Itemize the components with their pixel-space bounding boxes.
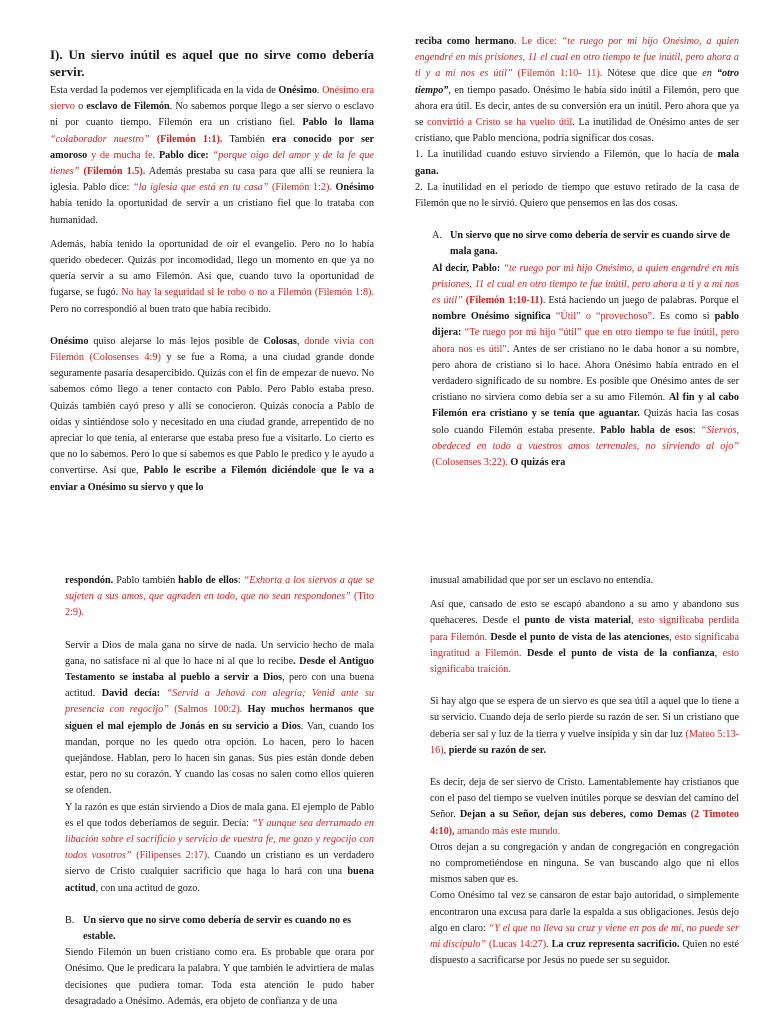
text-run: . No sabemos porque llego a ser siervo o esclavo ni por cuanto tiempo. Filemón era un cristiano fiel. bbox=[50, 101, 375, 129]
text-run: en bbox=[702, 68, 712, 80]
text-run: esto significaba traición. bbox=[430, 647, 740, 676]
text-run: mala gana. bbox=[415, 149, 739, 177]
text-run: Otros dejan a su congregación y andan de congregación en congregación no comprometiéndose en ninguna. Se van buscando algo que ni ellos mismos saben que es. bbox=[430, 841, 739, 886]
text-run: Quizás hacia las cosas solo cuando Filemón estaba presente. bbox=[432, 408, 739, 436]
text-run: pablo dijera: bbox=[432, 311, 739, 339]
text-run: “porque oigo del amor y de la fe que tienes” bbox=[50, 149, 375, 178]
text-run: Dejan a su Señor, dejan sus deberes, como Demas bbox=[459, 809, 687, 821]
subsection-marker: A. bbox=[432, 230, 442, 242]
text-run: (2 Timoteo 4:10), bbox=[430, 809, 739, 837]
text-run: Siendo Filemón un buen cristiano como era. Es probable que orara por Onésimo. Que le predicara la palabra. Y que también le advirtiera de malas decisiones que pudiera tomar. Toda esta atención le pudo haber desagradado a Onésimo. Además, era objeto de confianza y de una bbox=[65, 947, 374, 1007]
text-run: (Salmos 100:2). bbox=[174, 704, 243, 716]
text-run: (Filipenses 2:17). bbox=[136, 850, 210, 862]
paragraph bbox=[50, 334, 374, 496]
text-run: esclavo de Filemón bbox=[86, 101, 170, 113]
text-run: . Está haciendo un juego de palabras. Porque el bbox=[542, 295, 739, 307]
text-run: Cuando un cristiano es un verdadero siervo de Cristo cualquier sacrificio que haga lo hará con una bbox=[65, 850, 375, 878]
text-run: “Siervos, obedeced en todo a vuestros amos terrenales, no sirviendo al ojo” bbox=[432, 424, 739, 452]
text-run: . bbox=[513, 36, 522, 47]
text-run: reciba como hermano bbox=[415, 36, 514, 47]
text-run: Le dice: bbox=[521, 36, 562, 47]
paragraph bbox=[430, 888, 739, 969]
subsection-heading bbox=[65, 913, 374, 945]
text-run: Pablo lo llama bbox=[302, 117, 374, 129]
text-run: Pablo dice: bbox=[158, 149, 209, 161]
text-run: “Te ruego por mi hijo “útil” que en otro tiempo te fue inútil, pero ahora nos es útil” bbox=[432, 327, 740, 355]
text-run: . Antes de ser cristiano no le daba honor a su nombre, pero ahora de cristiano si lo hace. Ahora Onésimo había entrado en el verdadero significado de su nombre. Es posible que Onésimo antes de ser cristiano no sirviera como debía ser a su amo Filemón. bbox=[432, 343, 739, 404]
text-run: esto significaba perdida para Filemón. bbox=[430, 615, 740, 643]
text-run: punto de vista material bbox=[524, 615, 632, 627]
text-run: . Es como si bbox=[652, 311, 715, 323]
text-run: Al decir, Pablo: bbox=[432, 262, 504, 274]
text-run: convirtió a Cristo se ha vuelto útil bbox=[427, 117, 573, 129]
text-run: , bbox=[443, 744, 449, 756]
subsection-title: Un siervo que no sirve como debería de servir es cuando no es estable. bbox=[83, 914, 352, 943]
text-run: Si hay algo que se espera de un siervo es que sea útil a aquel que lo tiene a su servicio. Cuando deja de serlo pierde su razón de ser. Si un cristiano que debería ser sal y luz de la tierra y vuelve insípida y sin dar luz bbox=[430, 696, 739, 740]
text-run: (Colosenses 3:22). bbox=[432, 457, 508, 469]
text-run: (Filemón 1:1). bbox=[156, 133, 223, 145]
text-run: David decía: bbox=[101, 688, 161, 700]
text-run: Onésimo bbox=[50, 335, 89, 347]
text-run: Como Onésimo tal vez se cansaron de estar bajo autoridad, o simplemente encontraron una excusa para darle la espalda a sus obligaciones. Jesús dejo algo en claro: bbox=[430, 890, 739, 934]
text-run: Onésimo era siervo bbox=[50, 85, 374, 113]
text-run: “Exhorta a los siervos a que se sujeten a sus amos, que agraden en todo, que no sean respondones” bbox=[65, 575, 375, 603]
text-run bbox=[150, 134, 157, 145]
text-run: o bbox=[74, 101, 87, 113]
text-run: Onésimo bbox=[335, 182, 374, 194]
text-run: , bbox=[296, 335, 305, 347]
text-run: . bbox=[316, 85, 323, 96]
text-run: buena actitud bbox=[65, 866, 374, 894]
section-heading: I). Un siervo inútil es aquel que no sirve como debería servir. bbox=[50, 47, 374, 79]
text-run: . bbox=[152, 149, 159, 161]
page1-right-column bbox=[415, 34, 739, 471]
text-run: Desde el punto de vista de las atenciones bbox=[490, 631, 670, 643]
text-run: , bbox=[714, 647, 723, 659]
text-run: amando más este mundo. bbox=[457, 825, 561, 837]
text-run: Además prestaba su casa para que allí se reuniera la iglesia. Pablo dice: bbox=[50, 166, 375, 194]
text-run: (Mateo 5:13-16) bbox=[430, 728, 739, 756]
text-run: : bbox=[692, 424, 701, 436]
list-item bbox=[415, 147, 739, 179]
text-run: “te ruego por mi hijo Onésimo, a quien engendré en mis prisiones, 11 el cual en otro tiempo te fue inútil, pero ahora a ti y a mí nos es útil” bbox=[415, 36, 740, 80]
text-run: Onésimo bbox=[278, 85, 317, 96]
text-run: “otro tiempo” bbox=[415, 68, 739, 96]
paragraph bbox=[430, 840, 739, 889]
text-run: (Filemón 1:10- 11). bbox=[512, 68, 603, 80]
text-run: “te ruego por mi hijo Onésimo, a quien engendré en mis prisiones, 11 el cual en otro tiempo te fue inútil, pero ahora a ti y a mí nos es útil” bbox=[432, 262, 739, 307]
text-run: (Lucas 14:27). bbox=[488, 939, 549, 951]
paragraph bbox=[430, 573, 739, 589]
text-run: , en tiempo pasado. Onésimo le había sido inútil a Filemón, pero que ahora era útil. Es decir, antes de su conversión era un inútil. Pero ahora que ya se bbox=[415, 84, 739, 129]
text-run: . La inutilidad de Onésimo antes de ser cristiano, que Pablo menciona, podría significar dos cosas. bbox=[415, 117, 739, 145]
text-run: “Servid a Jehová con alegría; Venid ante su presencia con regocijo” bbox=[65, 688, 374, 716]
text-run: Al fin y al cabo Filemón era cristiano y se tenía que aguantar. bbox=[432, 392, 739, 420]
paragraph bbox=[430, 775, 739, 840]
text-run: (Tito 2:9). bbox=[65, 591, 375, 619]
text-run: , pero con una buena actitud. bbox=[65, 672, 374, 700]
text-run: pierde su razón de ser. bbox=[448, 744, 546, 756]
paragraph bbox=[50, 83, 374, 229]
text-run: Pablo le escribe a Filemón diciéndole que le va a enviar a Onésimo su siervo y que lo bbox=[50, 465, 375, 493]
text-run: Pablo también bbox=[113, 575, 179, 586]
page1-left-column bbox=[50, 46, 374, 496]
text-run: Pablo habla de esos bbox=[600, 424, 693, 436]
text-run: Y la razón es que están sirviendo a Dios de mala gana. El ejemplo de Pablo es el que todos deberíamos de seguir. Decía: bbox=[65, 801, 374, 829]
text-run: 1. La inutilidad cuando estuvo sirviendo a Filemón, que lo hacía de bbox=[415, 149, 718, 161]
text-run: “colaborador nuestro” bbox=[50, 133, 150, 145]
text-run: inusual amabilidad que por ser un esclavo no entendía. bbox=[430, 575, 654, 586]
text-run: respondón. bbox=[65, 575, 114, 586]
text-run: hablo de ellos bbox=[178, 575, 238, 586]
paragraph bbox=[50, 237, 374, 318]
list-item bbox=[415, 180, 739, 212]
paragraph bbox=[415, 34, 739, 147]
text-run: No hay la seguridad si le robo o no a Filemón (Filemón 1:8). bbox=[121, 287, 374, 299]
text-run: . Desde el Antiguo Testamento se instaba al pueblo a servir a Dios bbox=[65, 655, 375, 684]
text-run: había tenido la oportunidad de servir a un cristiano fiel que lo trataba con humanidad. bbox=[50, 198, 374, 226]
text-run: y de mucha fe bbox=[91, 149, 153, 161]
text-run: , bbox=[669, 631, 675, 643]
subsection-title: Un siervo que no sirve como debería de servir es cuando sirve de mala gana. bbox=[450, 230, 730, 258]
text-run: (Filemón 1.5). bbox=[83, 166, 146, 178]
text-run: donde vivía con Filemón (Colosenses 4:9) bbox=[50, 335, 374, 364]
text-run: (Filemón 1:10-11) bbox=[465, 295, 543, 307]
text-run: Además, había tenido la oportunidad de oír el evangelio. Pero no lo había querido obedecer. Quizás por incomodidad, llego un momento en que ya no quería servir a su amo Filemón. Así que, cuando tuvo la oportunidad de fugarse, se fugó. bbox=[50, 238, 374, 299]
text-run: Nótese que dice que bbox=[602, 68, 703, 80]
page2-left-column bbox=[65, 573, 374, 1010]
text-run: , bbox=[631, 615, 639, 627]
text-run: “Y aunque sea derramado en libación sobre el sacrificio y servicio de vuestra fe, me gozo y regocijo con todos vosotros” bbox=[65, 817, 374, 862]
text-run: “la iglesia que está en tu casa” bbox=[132, 182, 269, 194]
text-run: esto significaba ingratitud a Filemón. bbox=[430, 631, 740, 659]
text-run: Pero no correspondió al buen trato que había recibido. bbox=[50, 303, 271, 315]
text-run: , con una actitud de gozo. bbox=[95, 882, 200, 894]
text-run: “Y el que no lleva su cruz y viene en pos de mí, no puede ser mi discípulo” bbox=[430, 922, 739, 951]
subsection-marker: B. bbox=[65, 914, 75, 926]
text-run: También bbox=[222, 133, 272, 145]
paragraph bbox=[65, 638, 374, 800]
text-run: Servir a Dios de mala gana no sirve de nada. Un servicio hecho de mala gana, no satisface ni al que lo hace ni al que lo recibe bbox=[65, 639, 374, 667]
text-run: La cruz representa sacrificio. bbox=[551, 939, 680, 951]
text-run: Colosas bbox=[263, 335, 297, 347]
text-run: O quizás era bbox=[510, 457, 566, 469]
subsection-heading bbox=[415, 228, 739, 260]
text-run: (Filemón 1:2). bbox=[271, 182, 332, 194]
text-run: Es decir, deja de ser siervo de Cristo. Lamentablemente hay cristianos que con el paso del tiempo se vuelven inútiles porque se desvían del camino del Señor. bbox=[430, 777, 739, 821]
text-run: 2. La inutilidad en el periodo de tiempo que estuvo retirado de la casa de Filemón que no le sirvió. Quiero que pensemos en las dos cosas. bbox=[415, 181, 739, 210]
text-run: “Útil” o “provechoso” bbox=[555, 311, 653, 323]
text-run: : bbox=[237, 575, 244, 586]
page2-right-column bbox=[430, 573, 739, 969]
paragraph bbox=[415, 261, 739, 472]
text-run: Esta verdad la podemos ver ejemplificada en la vida de bbox=[50, 85, 279, 96]
text-run: era conocido por ser amoroso bbox=[50, 133, 375, 161]
text-run: Quien no esté dispuesto a sacrificarse por Jesús no puede ser su seguidor. bbox=[430, 939, 739, 967]
text-run: nombre Onésimo significa bbox=[432, 311, 551, 323]
text-run: Desde el punto de vista de la confianza bbox=[527, 647, 715, 659]
paragraph bbox=[65, 800, 374, 897]
paragraph bbox=[430, 694, 739, 759]
text-run: Así que, cansado de esto se escapó abandono a su amo y abandono sus quehaceres. Desde el bbox=[430, 599, 739, 627]
paragraph bbox=[430, 597, 739, 678]
paragraph bbox=[65, 945, 374, 1010]
text-run: y se fue a Roma, a una ciudad grande donde seguramente pasaría desapercibido. Quizás con el fin de empezar de nuevo. No sabemos cómo llego a tener contacto con Pablo. Pero Pablo estaba preso. Quizás también cayó preso y allí se conocieron. Quizás conocía a Pablo de oídas y sintiéndose solo y necesitado en una ciudad grande, arrepentido de no apreciar lo que tenía, al enterarse que estaba preso fue a visitarlo. Lo cierto es que no lo sabemos. Pero lo que sí sabemos es que Pablo le predico y le ayudo a convertirse. Así que, bbox=[50, 352, 374, 477]
text-run: . Van, cuando los mandan, porque no les quedo otra opción. Lo hacen, pero lo hacen quejándose. Hablan, pero lo hacen sin ganas. Sus pies están donde deben estar, pero no su corazón. Y cuando las cosas no salen como ellos quieren se ofenden. bbox=[65, 720, 374, 797]
text-run: Hay muchos hermanos que siguen el mal ejemplo de Jonás en su servicio a Dios bbox=[65, 704, 374, 732]
paragraph bbox=[65, 573, 374, 622]
text-run: quiso alejarse lo más lejos posible de bbox=[88, 335, 264, 347]
